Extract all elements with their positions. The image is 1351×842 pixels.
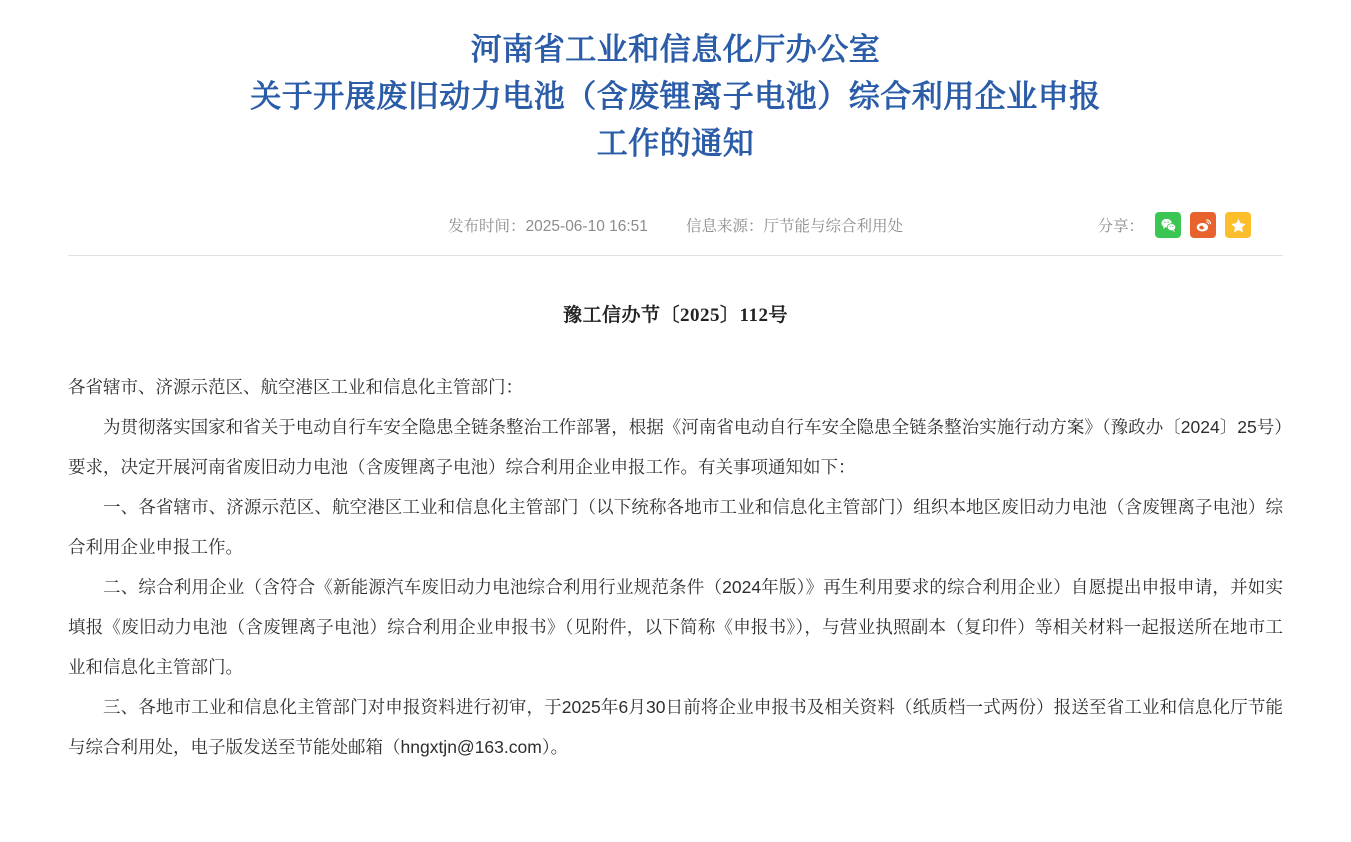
title-line-2: 关于开展废旧动力电池（含废锂离子电池）综合利用企业申报 <box>250 79 1101 114</box>
document-number: 豫工信办节〔2025〕112号 <box>563 305 788 326</box>
qzone-share-icon[interactable] <box>1225 212 1251 238</box>
body-paragraph-4: 三、各地市工业和信息化主管部门对申报资料进行初审，于2025年6月30日前将企业申报书及相关资料（纸质档一式两份）报送至省工业和信息化厅节能与综合利用处，电子版发送至节能处邮箱（hngxtjn@163.com）。 <box>68 697 1283 757</box>
page-title <box>70 26 1281 167</box>
body-paragraph-3: 二、综合利用企业（含符合《新能源汽车废旧动力电池综合利用行业规范条件（2024年版）》再生利用要求的综合利用企业）自愿提出申报申请，并如实填报《废旧动力电池（含废锂离子电池）综合利用企业申报书》（见附件，以下简称《申报书》），与营业执照副本（复印件）等相关材料一起报送所在地市工业和信息化主管部门。 <box>68 577 1283 677</box>
info-source-value: 厅节能与综合利用处 <box>763 218 903 235</box>
title-line-3: 工作的通知 <box>596 126 755 161</box>
publish-time-value: 2025-06-10 16:51 <box>525 218 648 235</box>
body-paragraph-2: 一、各省辖市、济源示范区、航空港区工业和信息化主管部门（以下统称各地市工业和信息化主管部门）组织本地区废旧动力电池（含废锂离子电池）综合利用企业申报工作。 <box>68 497 1283 557</box>
meta-center <box>448 214 903 236</box>
publish-time <box>448 214 648 236</box>
header-divider <box>68 255 1283 256</box>
publish-time-label: 发布时间： <box>448 218 526 235</box>
share-bar <box>1097 212 1251 238</box>
title-block <box>0 0 1351 167</box>
info-source-label: 信息来源： <box>685 218 764 235</box>
share-label: 分享： <box>1097 218 1144 235</box>
body-paragraph-1: 为贯彻落实国家和省关于电动自行车安全隐患全链条整治工作部署，根据《河南省电动自行车安全隐患全链条整治实施行动方案》（豫政办〔2024〕25号）要求，决定开展河南省废旧动力电池（含废锂离子电池）综合利用企业申报工作。有关事项通知如下： <box>68 417 1283 477</box>
weibo-share-icon[interactable] <box>1190 212 1216 238</box>
wechat-share-icon[interactable] <box>1155 212 1181 238</box>
title-line-1: 河南省工业和信息化厅办公室 <box>470 32 881 67</box>
meta-row <box>0 205 1351 245</box>
body-salutation: 各省辖市、济源示范区、航空港区工业和信息化主管部门： <box>68 377 523 397</box>
document-body <box>68 367 1283 767</box>
info-source <box>686 214 903 236</box>
